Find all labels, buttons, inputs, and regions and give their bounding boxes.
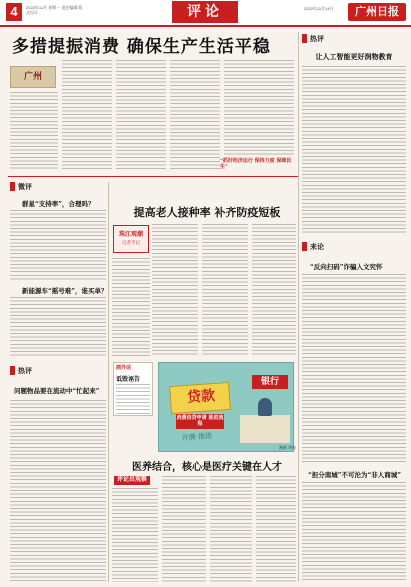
- cartoon-sign-text: 消费信贷申请 推进流程: [176, 415, 224, 427]
- left-mid-tag: 微评: [18, 182, 32, 191]
- lead-column-2: [62, 60, 112, 170]
- tag-marker: [10, 366, 15, 375]
- lead-column-3: [116, 60, 166, 170]
- center-bottom-text-2: [162, 476, 206, 582]
- cartoon-bank-text: 银行: [260, 377, 279, 387]
- column-stamp-title: 珠江观潮: [118, 231, 143, 238]
- side-note-title: 诋毁诬告: [116, 376, 141, 383]
- masthead-date: 2022年11月14日: [304, 6, 334, 11]
- right-mid-text-1: [302, 274, 406, 464]
- center-text-0: [112, 258, 150, 356]
- center-bottom-title: 医养结合，核心是医疗关键在人才: [132, 462, 282, 473]
- lead-thumbnail-text: 广州: [23, 72, 42, 82]
- side-note-tag: 画外话: [116, 365, 132, 371]
- column-divider: [298, 32, 299, 582]
- center-bottom-text-3: [210, 476, 252, 582]
- right-top-tag: 热评: [310, 34, 324, 43]
- center-bottom-text-4: [256, 476, 296, 582]
- left-mid-text-1: [10, 210, 106, 282]
- right-mid-tag: 来论: [310, 242, 324, 251]
- cartoon-credit: 漫画 李锐: [278, 445, 296, 450]
- right-top-text: [302, 66, 406, 234]
- tag-marker: [302, 34, 307, 43]
- tag-marker: [10, 182, 15, 191]
- newspaper-logo: 广州日报: [348, 3, 406, 21]
- right-mid-title1: “反向扫码”诈骗入文究怀: [310, 263, 383, 271]
- center-bottom-tag: 评论员观察: [114, 476, 150, 485]
- right-top-title: 让人工智能更好润物教育: [315, 52, 393, 61]
- cartoon-figure: [258, 398, 272, 416]
- center-article-title: 提高老人接种率 补齐防疫短板: [133, 206, 281, 219]
- lead-column-5: [224, 60, 294, 155]
- center-text-1: [152, 224, 198, 356]
- center-bottom-text-1: [112, 488, 158, 582]
- highlight-quote: “抓好经济运行 保持力度 保障民生”: [220, 158, 292, 170]
- side-note-text: [116, 384, 150, 414]
- left-bottom-title: 问题物品要在流动中“忙起来”: [14, 387, 100, 395]
- section-title: 评论: [172, 1, 238, 23]
- lead-column-1: [10, 92, 58, 170]
- section-divider: [8, 176, 298, 177]
- left-bottom-tag: 热评: [18, 366, 32, 375]
- column-stamp-sub: 记者手记: [122, 240, 140, 245]
- center-text-2: [202, 224, 248, 356]
- page-headline: 多措提振消费 确保生产生活平稳: [12, 37, 271, 57]
- cartoon-desk: [240, 415, 290, 443]
- right-mid-text-2: [302, 482, 406, 582]
- lead-column-4: [170, 60, 220, 170]
- masthead-meta-left: 2022年11月 星期一 责任编辑 版式设计: [26, 5, 83, 15]
- cartoon-main-word: 贷款: [186, 388, 216, 406]
- tag-marker: [302, 242, 307, 251]
- left-mid-sub2: 新能源车“摇号难”，谁买单？: [22, 287, 108, 295]
- left-bottom-text: [10, 400, 106, 582]
- left-mid-sub1: 群星“支持率”，合理吗？: [22, 200, 95, 208]
- right-mid-title2: “担分南城”不可沦为“非人商城”: [308, 471, 401, 479]
- column-divider: [108, 182, 109, 582]
- left-mid-text-2: [10, 297, 106, 357]
- cartoon-seal: 开满·推进: [181, 430, 213, 443]
- page-number: 4: [6, 3, 22, 21]
- center-text-3: [252, 224, 296, 356]
